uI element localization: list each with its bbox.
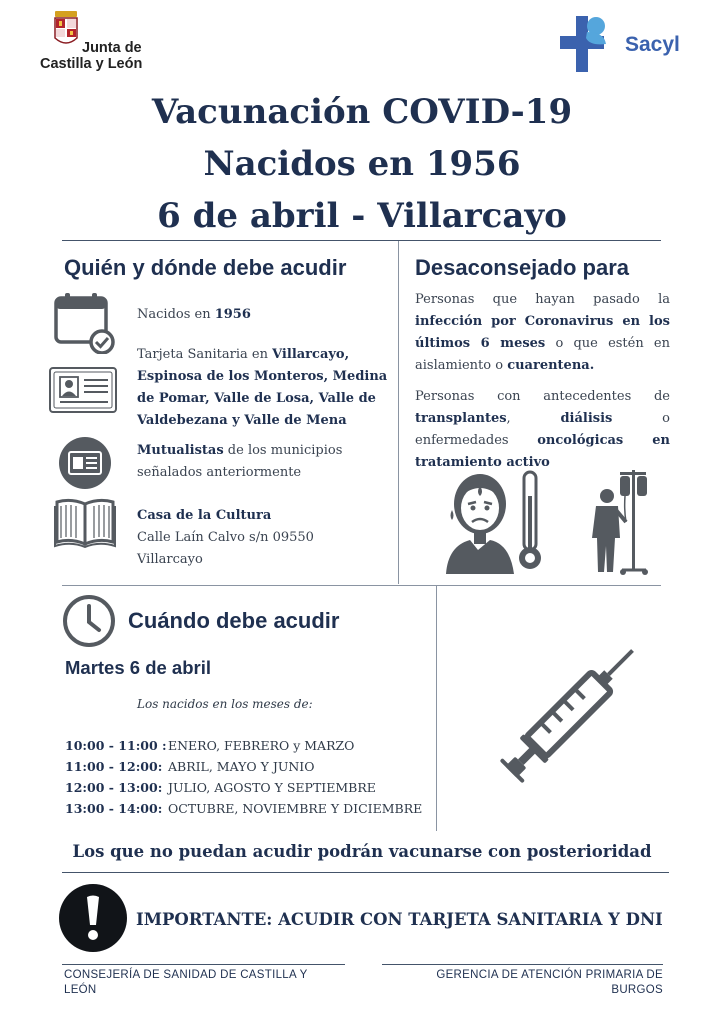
months-intro: Los nacidos en los meses de: (137, 697, 313, 711)
item-lugar-town: Villarcayo (137, 552, 203, 567)
junta-castilla-leon-text (40, 40, 160, 72)
patient-iv-drip-icon (590, 466, 654, 576)
item-mutualistas (137, 440, 395, 484)
item-nacidos-pre: Nacidos en (137, 307, 215, 322)
cuando-date: Martes 6 de abril (65, 657, 212, 678)
p2-bold1: transplantes (415, 411, 507, 426)
divider-top (62, 240, 661, 241)
footer-right (383, 968, 663, 998)
later-vaccination-note: Los que no puedan acudir podrán vacunarse con posterioridad (72, 842, 652, 861)
p2-bold3: oncológicas en tratamiento activo (415, 433, 670, 470)
sacyl-logo (560, 12, 685, 74)
jcyl-line2: Castilla y León (40, 56, 143, 72)
p1-mid: o que estén en aislamiento o (415, 336, 670, 373)
cuando-heading: Cuándo debe acudir (128, 608, 340, 633)
p1-bold1: infección por Coronavirus en los últimos 6 meses (415, 314, 670, 351)
p2-pre: Personas con antecedentes de (415, 389, 670, 404)
schedule-time: 11:00 - 12:00: (65, 759, 163, 774)
syringe-icon (490, 634, 652, 790)
desaconsejado-heading: Desaconsejado para (415, 255, 629, 280)
footer-left-line2: LEÓN (64, 984, 97, 996)
id-badge-icon (58, 436, 112, 490)
desaconsejado-paragraph-1 (415, 289, 670, 377)
item-tarjeta-towns: Villarcayo, Espinosa de los Monteros, Medina de Pomar, Valle de Losa, Valle de Valdebezana y Valle de Mena (137, 347, 388, 428)
id-card-icon (48, 366, 118, 414)
p2-bold2: diálisis (560, 411, 613, 426)
footer-right-line1: GERENCIA DE ATENCIÓN PRIMARIA DE (436, 969, 663, 981)
title-line2: Nacidos en 1956 (203, 144, 521, 184)
important-notice: IMPORTANTE: ACUDIR CON TARJETA SANITARIA Y DNI (136, 910, 663, 929)
p2-mid2: o enfermedades (415, 411, 670, 448)
schedule-row (65, 738, 354, 753)
footer-left-line1: CONSEJERÍA DE SANIDAD DE CASTILLA Y (64, 969, 308, 981)
schedule-row (65, 801, 422, 816)
clock-icon (62, 594, 116, 648)
sick-person-thermometer-icon (444, 466, 548, 576)
exclamation-icon (58, 883, 128, 953)
item-tarjeta (137, 344, 395, 432)
item-mutualistas-text: de los municipios señalados anteriormente (137, 443, 343, 480)
divider-footer-left (62, 964, 345, 965)
schedule-time: 12:00 - 13:00: (65, 780, 163, 795)
sacyl-text: Sacyl (625, 33, 680, 56)
item-mutualistas-bold: Mutualistas (137, 443, 224, 458)
item-lugar (137, 505, 395, 571)
item-tarjeta-pre: Tarjeta Sanitaria en (137, 347, 273, 362)
schedule-time: 10:00 - 11:00 : (65, 738, 167, 753)
schedule-time: 13:00 - 14:00: (65, 801, 163, 816)
schedule-months: JULIO, AGOSTO Y SEPTIEMBRE (168, 780, 376, 795)
p1-pre: Personas que hayan pasado la (415, 292, 670, 307)
item-nacidos-year: 1956 (214, 307, 251, 322)
schedule-row (65, 780, 376, 795)
desaconsejado-paragraph-2 (415, 386, 670, 474)
divider-footer-right (382, 964, 663, 965)
schedule-months: OCTUBRE, NOVIEMBRE Y DICIEMBRE (168, 801, 423, 816)
footer-right-line2: BURGOS (611, 984, 663, 996)
title-line3: 6 de abril - Villarcayo (157, 196, 567, 236)
open-book-icon (53, 496, 117, 548)
jcyl-line1: Junta de (82, 40, 142, 56)
item-lugar-name: Casa de la Cultura (137, 508, 272, 523)
divider-note (62, 872, 669, 873)
item-nacidos (137, 304, 397, 326)
schedule-months: ENERO, FEBRERO y MARZO (168, 738, 355, 753)
divider-middle (62, 585, 661, 586)
calendar-check-icon (52, 292, 116, 354)
title-line1: Vacunación COVID-19 (151, 92, 573, 132)
quien-heading: Quién y dónde debe acudir (64, 255, 347, 280)
page-title (0, 86, 724, 242)
divider-vertical-bottom (436, 586, 437, 831)
schedule-row (65, 759, 315, 774)
schedule-months: ABRIL, MAYO Y JUNIO (168, 759, 315, 774)
p1-bold2: cuarentena. (507, 358, 595, 373)
footer-left (64, 968, 364, 998)
divider-vertical-top (398, 241, 399, 584)
p2-mid1: , (506, 411, 561, 426)
item-lugar-address: Calle Laín Calvo s/n 09550 (137, 530, 314, 545)
